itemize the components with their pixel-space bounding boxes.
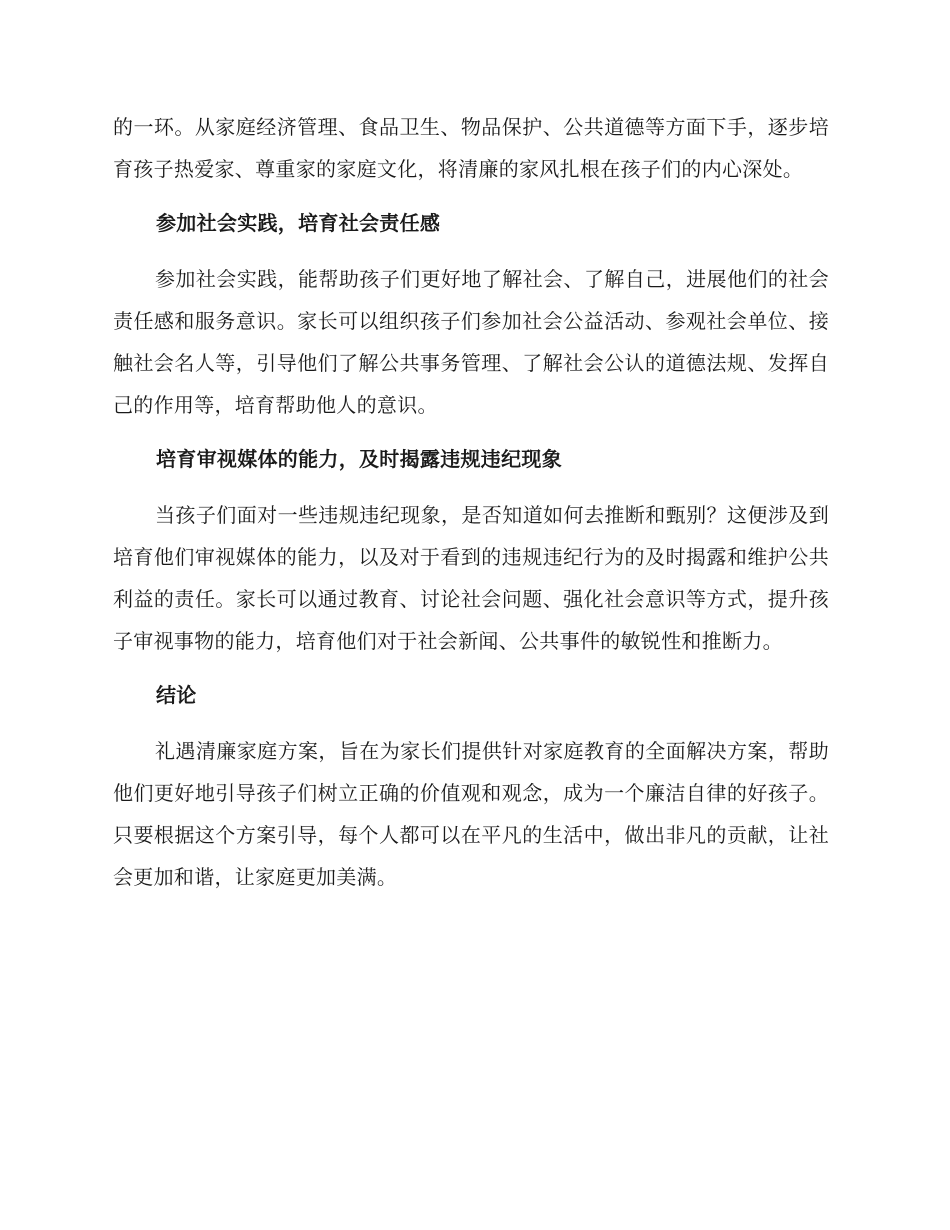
document-body: [113, 106, 829, 910]
intro-paragraph: 的一环。从家庭经济管理、食品卫生、物品保护、公共道德等方面下手，逐步培育孩子热爱家、尊重家的家庭文化，将清廉的家风扎根在孩子们的内心深处。: [113, 115, 829, 181]
section-paragraph-media-literacy: 当孩子们面对一些违规违纪现象，是否知道如何去推断和甄别？这便涉及到培育他们审视媒体的能力，以及对于看到的违规违纪行为的及时揭露和维护公共利益的责任。家长可以通过教育、讨论社会问题、强化社会意识等方式，提升孩子审视事物的能力，培育他们对于社会新闻、公共事件的敏锐性和推断力。: [113, 503, 829, 653]
section-heading-media-literacy: 培育审视媒体的能力，及时揭露违规违纪现象: [156, 447, 562, 471]
section-paragraph-conclusion: 礼遇清廉家庭方案，旨在为家长们提供针对家庭教育的全面解决方案，帮助他们更好地引导孩子们树立正确的价值观和观念，成为一个廉洁自律的好孩子。只要根据这个方案引导，每个人都可以在平凡的生活中，做出非凡的贡献，让社会更加和谐，让家庭更加美满。: [113, 739, 829, 889]
section-paragraph-social-practice: 参加社会实践，能帮助孩子们更好地了解社会、了解自己，进展他们的社会责任感和服务意识。家长可以组织孩子们参加社会公益活动、参观社会单位、接触社会名人等，引导他们了解公共事务管理、了解社会公认的道德法规、发挥自己的作用等，培育帮助他人的意识。: [113, 267, 829, 417]
section-heading-conclusion: 结论: [156, 683, 197, 707]
section-heading-social-practice: 参加社会实践，培育社会责任感: [156, 211, 441, 235]
